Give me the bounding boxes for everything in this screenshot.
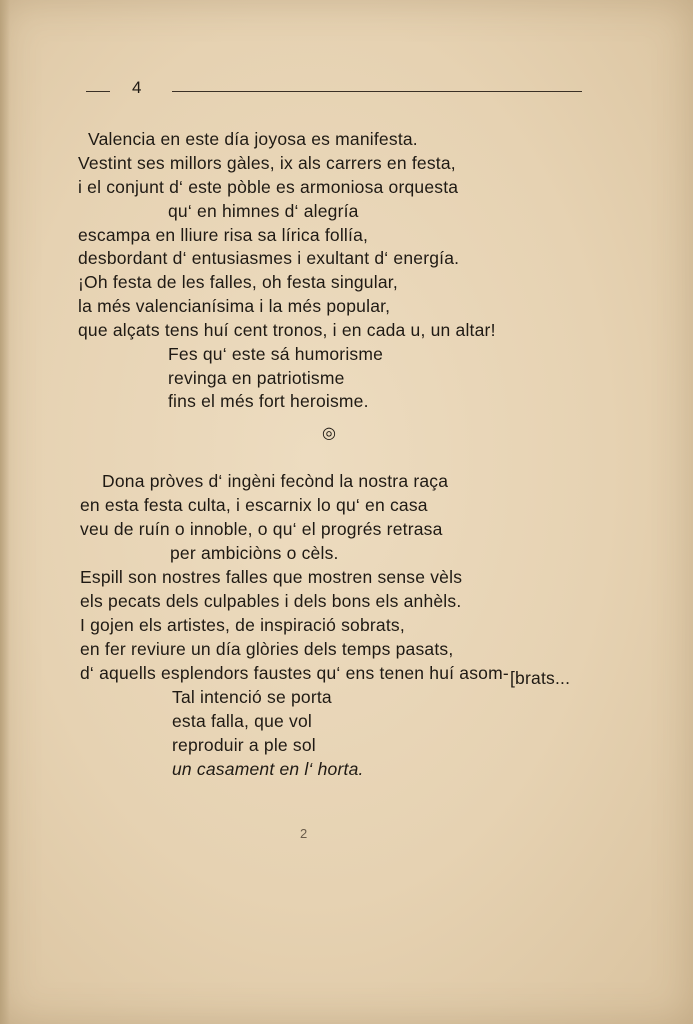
printer-signature-mark: 2 [300,826,308,841]
poem-line: I gojen els artistes, de inspiració sobrats, [80,615,405,635]
poem-line: esta falla, que vol [172,711,312,731]
poem-line: reproduir a ple sol [172,735,316,755]
page-number: 4 [132,78,142,97]
poem-line: Dona pròves d‘ ingèni fecònd la nostra raça [102,471,449,491]
poem-line-italic: un casament en l‘ horta. [172,759,364,779]
poem-line: i el conjunt d‘ este pòble es armoniosa orquesta [78,177,459,197]
poem-line: en esta festa culta, i escarnix lo qu‘ en casa [80,495,428,515]
poem-line: revinga en patriotisme [168,368,345,388]
poem-line: Espill son nostres falles que mostren sense vèls [80,567,463,587]
page-edge-shadow [0,0,10,1024]
poem-line: fins el més fort heroisme. [168,391,369,411]
poem-line: Fes qu‘ este sá humorisme [168,344,384,364]
poem-line-continuation: [brats... [510,668,571,688]
poem-line: en fer reviure un día glòries dels temps pasats, [80,639,454,659]
poem-line: veu de ruín o innoble, o qu‘ el progrés retrasa [80,519,443,539]
ornament-icon: ◎ [322,425,336,442]
poem-line: escampa en lliure risa sa lírica follía, [78,225,369,245]
poem-line: qu‘ en himnes d‘ alegría [168,201,359,221]
poem-line: la més valencianísima i la més popular, [78,296,391,316]
poem-line: que alçats tens huí cent tronos, i en cada u, un altar! [78,320,496,340]
header-rule-left [86,91,110,92]
poem-line: per ambiciòns o cèls. [170,543,339,563]
poem-line: els pecats dels culpables i dels bons els anhèls. [80,591,462,611]
poem-line: ¡Oh festa de les falles, oh festa singular, [78,272,398,292]
poem-line: Vestint ses millors gàles, ix als carrers en festa, [78,153,456,173]
page-header [86,78,586,102]
header-rule-right [172,91,582,92]
poem-line: Valencia en este día joyosa es manifesta. [88,129,418,149]
poem-line: desbordant d‘ entusiasmes i exultant d‘ energía. [78,248,460,268]
poem-line: d‘ aquells esplendors faustes qu‘ ens tenen huí asom- [80,663,509,683]
poem-line: Tal intenció se porta [172,687,332,707]
